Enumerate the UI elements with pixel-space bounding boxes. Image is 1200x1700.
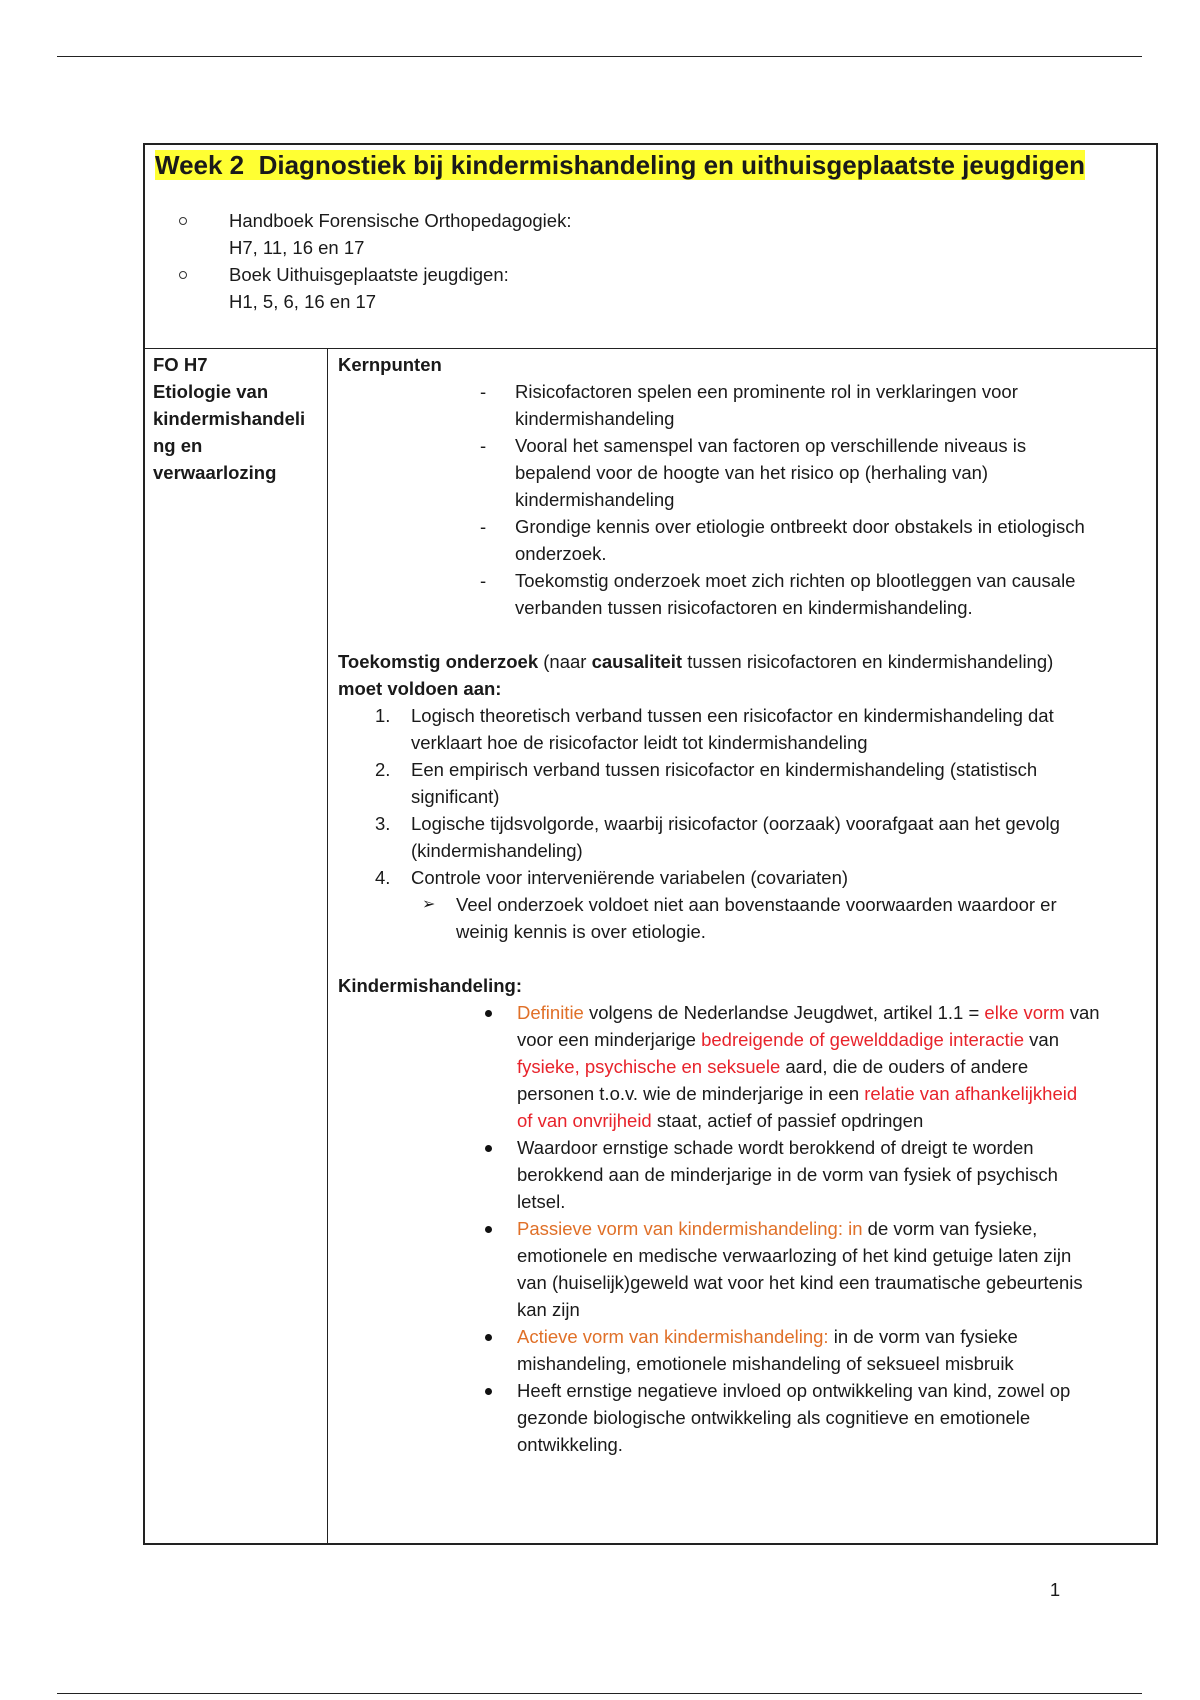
footer-rule xyxy=(57,1693,1142,1694)
header-rule xyxy=(57,56,1142,57)
literature-item: Boek Uithuisgeplaatste jeugdigen: H1, 5, 6, 16 en 17 xyxy=(175,261,571,315)
dash-bullet-icon: - xyxy=(480,516,487,537)
list-item: 1. Logisch theoretisch verband tussen een risicofactor en kindermishandeling dat verklaart hoe de risicofactor leidt tot kindermishandeling xyxy=(375,705,1054,753)
list-item: Waardoor ernstige schade wordt berokkend of dreigt te worden berokkend aan de minderjarige in de vorm van fysiek of psychisch letsel. xyxy=(483,1134,1146,1215)
literature-list xyxy=(175,207,571,315)
arrow-bullet-icon: ➢ xyxy=(422,896,436,913)
definition-item: Definitie volgens de Nederlandse Jeugdwet, artikel 1.1 = elke vorm van voor een minderjarige bedreigende of gewelddadige interactie van fysieke, psychische en seksuele aard, die de ouders of andere personen t.o.v. wie de minderjarige in een relatie van afhankelijkheid of van onvrijheid staat, actief of passief opdringen xyxy=(483,999,1146,1134)
chapter-title-line: Etiologie van xyxy=(153,381,269,402)
list-item: Actieve vorm van kindermishandeling: in de vorm van fysieke mishandeling, emotionele mishandeling of seksueel misbruik xyxy=(483,1323,1146,1377)
list-item: Heeft ernstige negatieve invloed op ontwikkeling van kind, zowel op gezonde biologische ontwikkeling als cognitieve en emotionele ontwikkeling. xyxy=(483,1377,1146,1458)
bullet-icon xyxy=(485,1334,492,1341)
bullet-icon xyxy=(485,1226,492,1233)
requirements-list xyxy=(375,702,1146,891)
chapter-title-line: kindermishandeli xyxy=(153,408,306,429)
conclusion-note: ➢ Veel onderzoek voldoet niet aan bovenstaande voorwaarden waardoor er weinig kennis is over etiologie. xyxy=(422,891,1146,945)
dash-bullet-icon: - xyxy=(480,381,487,402)
chapter-content-cell xyxy=(328,349,1156,1543)
list-item: - Toekomstig onderzoek moet zich richten op blootleggen van causale verbanden tussen risicofactoren en kindermishandeling. xyxy=(480,567,1146,621)
week-title-text: Diagnostiek bij kindermishandeling en uithuisgeplaatste jeugdigen xyxy=(258,150,1085,180)
kernpunten-list xyxy=(480,378,1146,621)
dash-bullet-icon: - xyxy=(480,570,487,591)
summary-table xyxy=(143,143,1158,1545)
kindermishandeling-heading: Kindermishandeling: xyxy=(338,975,522,996)
bullet-icon xyxy=(485,1010,492,1017)
page-number: 1 xyxy=(1049,1579,1061,1600)
chapter-label-cell xyxy=(145,349,328,1543)
dash-bullet-icon: - xyxy=(480,435,487,456)
bullet-icon xyxy=(485,1388,492,1395)
list-item: - Grondige kennis over etiologie ontbreekt door obstakels in etiologisch onderzoek. xyxy=(480,513,1146,567)
list-item: 4. Controle voor interveniërende variabelen (covariaten) xyxy=(375,867,849,888)
week-title xyxy=(155,148,1085,182)
research-intro: Toekomstig onderzoek (naar causaliteit tussen risicofactoren en kindermishandeling) xyxy=(338,651,1054,672)
chapter-code: FO H7 xyxy=(153,354,208,375)
kindermishandeling-list xyxy=(483,999,1146,1458)
list-item: 3. Logische tijdsvolgorde, waarbij risicofactor (oorzaak) voorafgaat aan het gevolg (kindermishandeling) xyxy=(375,813,1060,861)
week-label: Week 2 xyxy=(155,150,245,180)
list-item: - Risicofactoren spelen een prominente rol in verklaringen voor kindermishandeling xyxy=(480,378,1146,432)
bullet-icon xyxy=(485,1145,492,1152)
list-item: Passieve vorm van kindermishandeling: in de vorm van fysieke, emotionele en medische verwaarlozing of het kind getuige laten zijn van (huiselijk)geweld wat voor het kind een traumatische gebeurtenis kan zijn xyxy=(483,1215,1146,1323)
chapter-title-line: ng en xyxy=(153,435,203,456)
kernpunten-heading: Kernpunten xyxy=(338,354,442,375)
research-requirements-heading: moet voldoen aan: xyxy=(338,678,502,699)
circle-bullet-icon xyxy=(179,217,187,225)
circle-bullet-icon xyxy=(179,271,187,279)
list-item: 2. Een empirisch verband tussen risicofactor en kindermishandeling (statistisch significant) xyxy=(375,759,1038,807)
chapter-title-line: verwaarlozing xyxy=(153,462,277,483)
literature-item: Handboek Forensische Orthopedagogiek: H7, 11, 16 en 17 xyxy=(175,207,571,261)
list-item: - Vooral het samenspel van factoren op verschillende niveaus is bepalend voor de hoogte van het risico op (herhaling van) kindermishandeling xyxy=(480,432,1146,513)
week-header-cell xyxy=(145,145,1156,349)
